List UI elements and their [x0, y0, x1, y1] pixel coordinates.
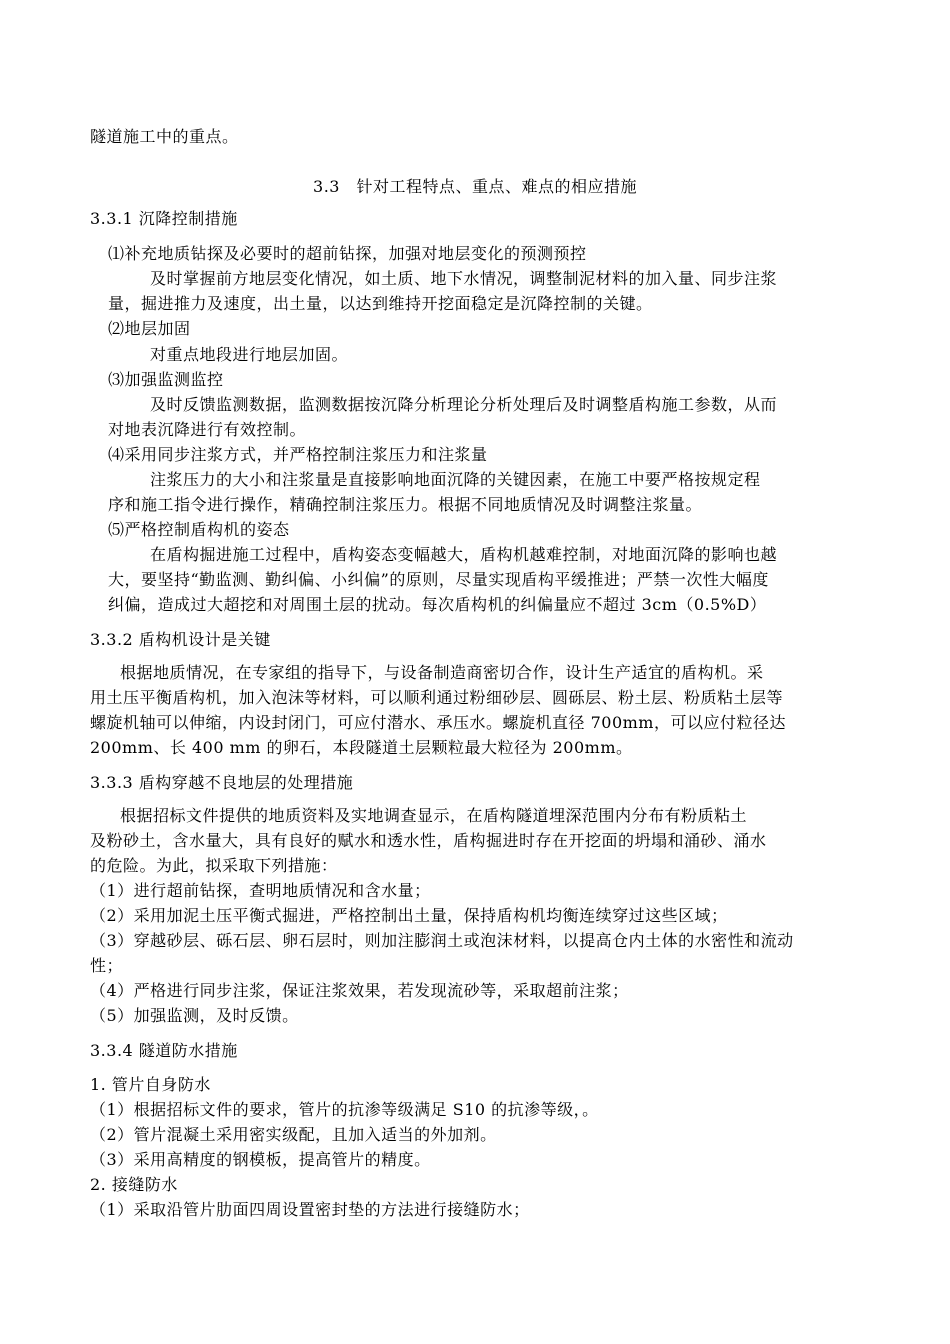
text-line: 根据地质情况，在专家组的指导下，与设备制造商密切合作，设计生产适宜的盾构机。采	[120, 663, 764, 682]
list-item: （1）进行超前钻探，查明地质情况和含水量；	[90, 881, 431, 900]
list-item: ⑸严格控制盾构机的姿态	[108, 520, 290, 539]
list-item: （1）根据招标文件的要求，管片的抗渗等级满足 S10 的抗渗等级，。	[90, 1100, 599, 1119]
text-line: 及时掌握前方地层变化情况，如土质、地下水情况，调整制泥材料的加入量、同步注浆	[150, 269, 778, 288]
list-heading: 2. 接缝防水	[90, 1175, 178, 1194]
text-line: 用土压平衡盾构机，加入泡沫等材料，可以顺利通过粉细砂层、圆砾层、粉土层、粉质粘土层等	[90, 688, 784, 707]
text-line: 对重点地段进行地层加固。	[150, 345, 349, 364]
text-line: 200mm、长 400 mm 的卵石，本段隧道土层颗粒最大粒径为 200mm。	[90, 738, 633, 757]
text-line: 量，掘进推力及速度，出土量，以达到维持开挖面稳定是沉降控制的关键。	[108, 294, 653, 313]
list-item: （2）管片混凝土采用密实级配，且加入适当的外加剂。	[90, 1125, 497, 1144]
text-line: 及粉砂土，含水量大，具有良好的赋水和透水性，盾构掘进时存在开挖面的坍塌和涌砂、涌水	[90, 831, 767, 850]
subsection-heading: 3.3.2 盾构机设计是关键	[90, 630, 271, 649]
text-line: 根据招标文件提供的地质资料及实地调查显示，在盾构隧道埋深范围内分布有粉质粘土	[120, 806, 748, 825]
text-line: 螺旋机轴可以伸缩，内设封闭门，可应付潜水、承压水。螺旋机直径 700mm，可以应付粒径达	[90, 713, 786, 732]
text-line: 的危险。为此，拟采取下列措施：	[90, 856, 338, 875]
list-item: ⑴补充地质钻探及必要时的超前钻探，加强对地层变化的预测预控	[108, 244, 587, 263]
text-line: 性；	[90, 956, 124, 975]
text-line: 对地表沉降进行有效控制。	[108, 420, 307, 439]
list-item: （3）采用高精度的钢模板，提高管片的精度。	[90, 1150, 431, 1169]
list-item: （1）采取沿管片肋面四周设置密封垫的方法进行接缝防水；	[90, 1200, 530, 1219]
list-heading: 1. 管片自身防水	[90, 1075, 211, 1094]
text-line: 注浆压力的大小和注浆量是直接影响地面沉降的关键因素，在施工中要严格按规定程	[150, 470, 761, 489]
text-line: 隧道施工中的重点。	[90, 127, 239, 146]
text-line: 纠偏，造成过大超挖和对周围土层的扰动。每次盾构机的纠偏量应不超过 3cm（0.5%D）	[108, 595, 767, 614]
text-line: 及时反馈监测数据，监测数据按沉降分析理论分析处理后及时调整盾构施工参数，从而	[150, 395, 778, 414]
subsection-heading: 3.3.1 沉降控制措施	[90, 209, 238, 228]
list-item: ⑷采用同步注浆方式，并严格控制注浆压力和注浆量	[108, 445, 488, 464]
list-item: （2）采用加泥土压平衡式掘进，严格控制出土量，保持盾构机均衡连续穿过这些区域；	[90, 906, 728, 925]
list-item: （4）严格进行同步注浆，保证注浆效果，若发现流砂等，采取超前注浆；	[90, 981, 629, 1000]
subsection-heading: 3.3.3 盾构穿越不良地层的处理措施	[90, 773, 354, 792]
subsection-heading: 3.3.4 隧道防水措施	[90, 1041, 238, 1060]
text-line: 序和施工指令进行操作，精确控制注浆压力。根据不同地质情况及时调整注浆量。	[108, 495, 703, 514]
section-heading: 3.3 针对工程特点、重点、难点的相应措施	[313, 177, 637, 196]
list-item: ⑶加强监测监控	[108, 370, 224, 389]
text-line: 大，要坚持“勤监测、勤纠偏、小纠偏”的原则，尽量实现盾构平缓推进；严禁一次性大幅度	[108, 570, 769, 589]
text-line: 在盾构掘进施工过程中，盾构姿态变幅越大，盾构机越难控制，对地面沉降的影响也越	[150, 545, 778, 564]
list-item: （3）穿越砂层、砾石层、卵石层时，则加注膨润土或泡沫材料，以提高仓内土体的水密性和流动	[90, 931, 794, 950]
list-item: （5）加强监测，及时反馈。	[90, 1006, 299, 1025]
list-item: ⑵地层加固	[108, 319, 191, 338]
